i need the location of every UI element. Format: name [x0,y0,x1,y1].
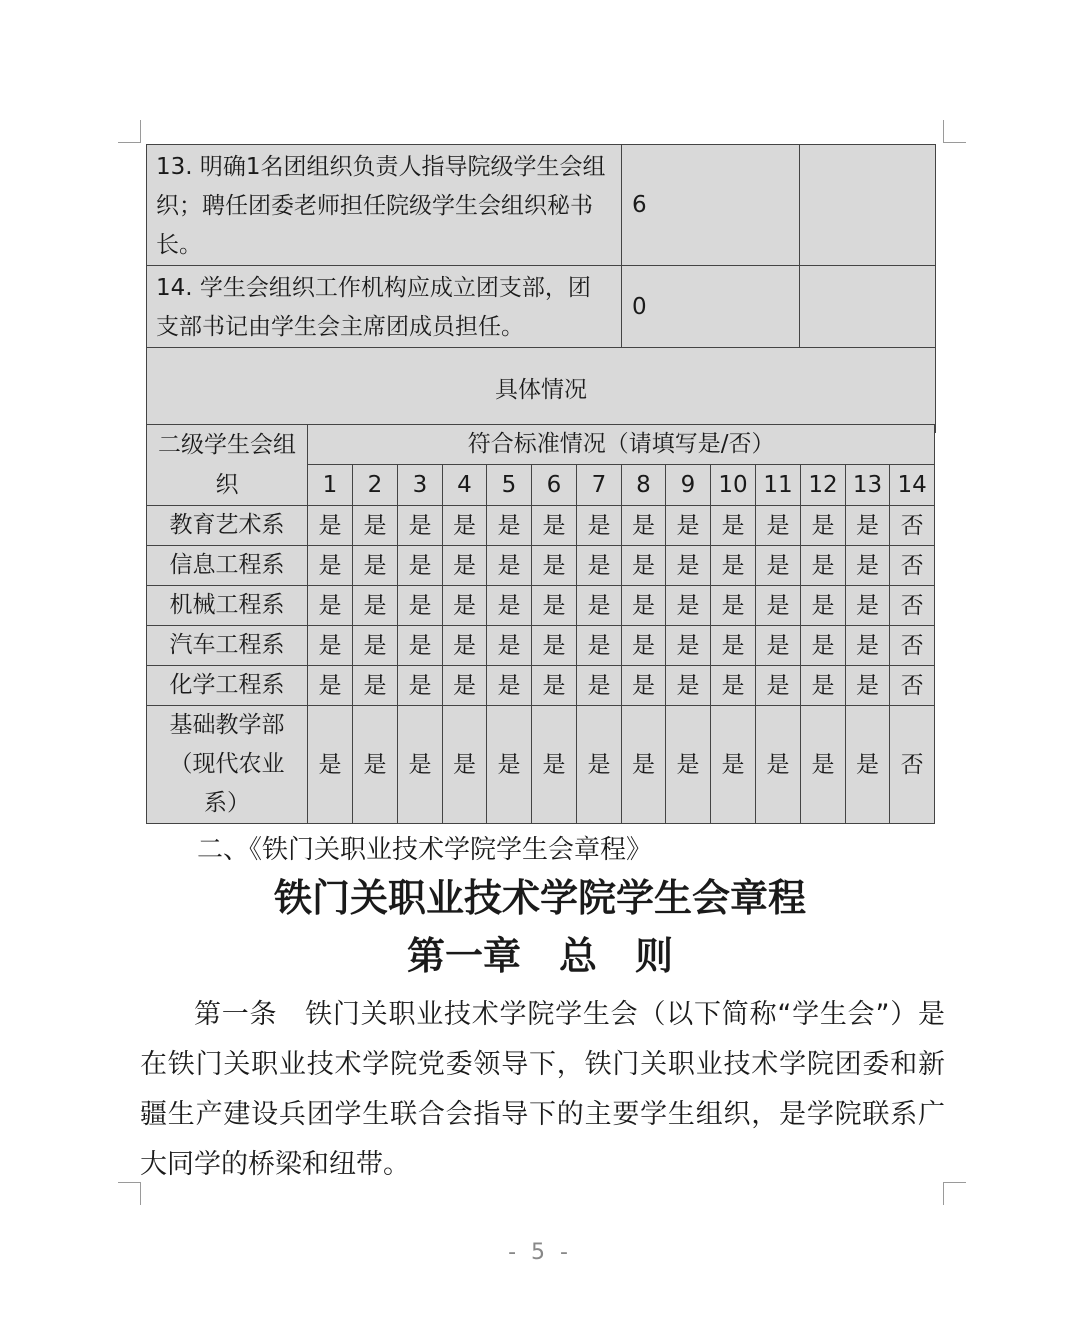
compliance-value: 是 [801,546,846,586]
compliance-value: 是 [577,546,622,586]
chapter-title: 第一章 总 则 [406,934,673,978]
compliance-value: 是 [487,506,532,546]
compliance-value: 是 [443,506,487,546]
column-number: 3 [398,464,443,505]
compliance-value: 是 [398,506,443,546]
column-number: 4 [443,464,487,505]
compliance-value: 是 [308,506,353,546]
compliance-value: 是 [666,546,711,586]
compliance-value: 是 [487,706,532,824]
crop-mark-top-right [943,120,966,143]
column-number: 12 [801,464,846,505]
compliance-value: 是 [756,666,801,706]
compliance-value: 是 [577,666,622,706]
column-number: 13 [846,464,890,505]
compliance-value: 是 [443,546,487,586]
compliance-value: 是 [622,506,666,546]
compliance-value: 是 [846,546,890,586]
column-number: 7 [577,464,622,505]
compliance-value: 是 [846,586,890,626]
specific-situation-label: 具体情况 [147,348,936,433]
compliance-value: 是 [846,506,890,546]
compliance-value: 是 [756,706,801,824]
section-heading: 二、《铁门关职业技术学院学生会章程》 [197,835,653,865]
compliance-value: 是 [756,506,801,546]
department-name: 信息工程系 [147,546,308,586]
compliance-value: 是 [532,706,577,824]
compliance-value: 是 [846,706,890,824]
compliance-value: 是 [711,706,756,824]
article-paragraph: 第一条 铁门关职业技术学院学生会（以下简称“学生会”）是在铁门关职业技术学院党委领导下，铁门关职业技术学院团委和新疆生产建设兵团学生联合会指导下的主要学生组织，是学院联系广大同学的桥梁和纽带。 [140,999,945,1180]
standard-header: 符合标准情况（请填写是/否） [308,425,935,465]
department-name: 教育艺术系 [147,506,308,546]
department-name: 汽车工程系 [147,626,308,666]
compliance-value: 是 [711,626,756,666]
compliance-value: 是 [353,706,398,824]
compliance-value: 是 [532,546,577,586]
compliance-value: 是 [308,706,353,824]
criteria-row-14 [147,266,936,348]
compliance-value: 是 [756,546,801,586]
compliance-value: 是 [756,586,801,626]
compliance-value: 是 [846,626,890,666]
compliance-value: 是 [487,586,532,626]
compliance-value: 是 [666,626,711,666]
compliance-value: 是 [622,626,666,666]
compliance-value: 是 [666,506,711,546]
org-header: 二级学生会组织 [147,425,308,506]
compliance-value: 是 [711,666,756,706]
criteria-score: 0 [622,266,800,348]
compliance-value: 是 [622,586,666,626]
compliance-value: 是 [487,546,532,586]
column-number: 5 [487,464,532,505]
column-number: 14 [890,464,935,505]
compliance-header-row [147,425,935,465]
compliance-value: 是 [487,666,532,706]
document-title: 铁门关职业技术学院学生会章程 [273,876,806,920]
compliance-row [147,546,935,586]
compliance-value: 是 [308,546,353,586]
compliance-row [147,586,935,626]
compliance-value: 是 [353,666,398,706]
criteria-row-13 [147,145,936,266]
compliance-value: 是 [801,586,846,626]
compliance-value: 是 [353,586,398,626]
compliance-value: 否 [890,706,935,824]
compliance-value: 是 [308,666,353,706]
compliance-value: 是 [577,586,622,626]
compliance-value: 否 [890,666,935,706]
compliance-value: 是 [711,586,756,626]
compliance-value: 是 [443,586,487,626]
criteria-text: 13. 明确1名团组织负责人指导院级学生会组织；聘任团委老师担任院级学生会组织秘书长。 [147,145,622,266]
compliance-value: 是 [666,666,711,706]
compliance-value: 是 [353,546,398,586]
column-number: 2 [353,464,398,505]
department-name: 基础教学部（现代农业系） [147,706,308,824]
criteria-score: 6 [622,145,800,266]
compliance-value: 是 [801,666,846,706]
column-number: 9 [666,464,711,505]
compliance-value: 是 [801,506,846,546]
compliance-value: 是 [532,626,577,666]
crop-mark-bottom-left [118,1182,141,1205]
department-name: 机械工程系 [147,586,308,626]
crop-mark-bottom-right [943,1182,966,1205]
crop-mark-top-left [118,120,141,143]
compliance-value: 是 [532,506,577,546]
compliance-row [147,666,935,706]
criteria-extra [800,145,936,266]
compliance-value: 是 [308,586,353,626]
page-number: - 5 - [508,1240,572,1265]
compliance-value: 是 [711,506,756,546]
compliance-value: 是 [398,666,443,706]
compliance-row [147,706,935,824]
compliance-value: 是 [622,546,666,586]
compliance-value: 是 [577,706,622,824]
compliance-value: 是 [846,666,890,706]
compliance-value: 否 [890,586,935,626]
compliance-value: 否 [890,626,935,666]
specific-situation-row [147,348,936,433]
criteria-extra [800,266,936,348]
compliance-value: 是 [666,586,711,626]
compliance-value: 是 [801,706,846,824]
compliance-value: 是 [532,666,577,706]
compliance-value: 是 [308,626,353,666]
criteria-table [146,144,936,433]
department-name: 化学工程系 [147,666,308,706]
compliance-value: 是 [577,506,622,546]
compliance-value: 是 [398,706,443,824]
compliance-value: 是 [398,586,443,626]
compliance-value: 是 [398,626,443,666]
column-number: 10 [711,464,756,505]
compliance-value: 否 [890,546,935,586]
compliance-value: 是 [398,546,443,586]
compliance-value: 是 [532,586,577,626]
column-number: 11 [756,464,801,505]
compliance-value: 是 [487,626,532,666]
compliance-value: 是 [622,666,666,706]
compliance-value: 是 [443,706,487,824]
compliance-value: 是 [443,666,487,706]
compliance-value: 是 [666,706,711,824]
compliance-value: 是 [353,626,398,666]
column-number: 1 [308,464,353,505]
compliance-table [146,424,935,824]
compliance-row [147,506,935,546]
compliance-value: 是 [353,506,398,546]
compliance-value: 是 [711,546,756,586]
compliance-value: 是 [577,626,622,666]
compliance-value: 是 [443,626,487,666]
column-number: 8 [622,464,666,505]
compliance-value: 是 [801,626,846,666]
compliance-value: 是 [756,626,801,666]
compliance-value: 是 [622,706,666,824]
compliance-row [147,626,935,666]
compliance-value: 否 [890,506,935,546]
column-number: 6 [532,464,577,505]
criteria-text: 14. 学生会组织工作机构应成立团支部，团支部书记由学生会主席团成员担任。 [147,266,622,348]
